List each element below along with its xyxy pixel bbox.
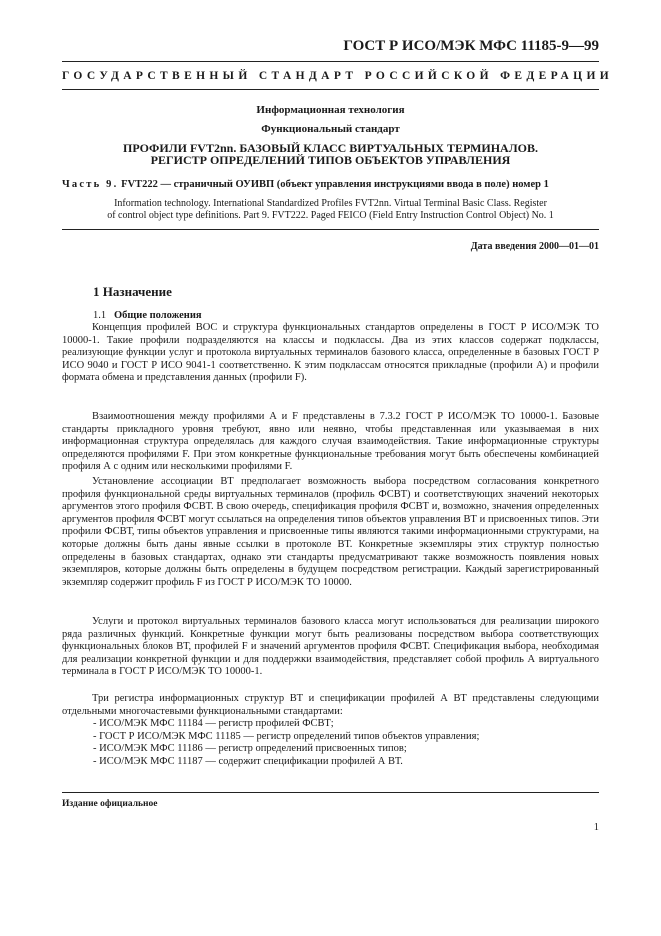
paragraph-5: Три регистра информационных структур ВТ и спецификации профилей А ВТ представлены следующими отдельными многочастевыми функциональными стандартами: bbox=[62, 693, 599, 717]
banner-rule bbox=[62, 89, 599, 90]
list-item: - ИСО/МЭК МФС 11186 — регистр определений присвоенных типов; bbox=[93, 743, 407, 755]
paragraph-4: Услуги и протокол виртуальных терминалов базового класса могут использоваться для реализации широкого ряда различных функций. Конкретные функции могут быть реализованы посредством выбора соответствующих функциональных блоков ВТ, профилей F и значений аргументов профиля ФСВТ. Спецификация выбора, необходимая для реализации конкретной функции и для поддержки взаимодействия, представляет собой профиль А виртуального терминала в ГОСТ Р ИСО/МЭК ТО 10000-1. bbox=[62, 616, 599, 678]
list-item: - ГОСТ Р ИСО/МЭК МФС 11185 — регистр определений типов объектов управления; bbox=[93, 730, 480, 742]
section-heading: 1 Назначение bbox=[93, 284, 172, 299]
subsection-heading bbox=[93, 310, 202, 321]
paragraph-3: Установление ассоциации ВТ предполагает возможность выбора посредством согласования конкретного профиля функциональной среды виртуальных терминалов (профиль ФСВТ) и соответствующих значений некоторых аргументов этого профиля ФСВТ. В свою очередь, спецификация профиля ФСВТ и, возможно, значения определенных аргументов профиля ФСВТ могут ссылаться на определения типов объектов управления ВТ и присвоенных типов. Эти профили ФСВТ, типы объектов управления и присвоенные типы являются такими информационными структурами, на которые должны быть даны явные ссылки в протоколе ВТ. Конкретные экземпляры этих структур полностью определены в базовых стандартах, однако эти стандарты предусматривают также возможность появления новых экземпляров, которые должны быть определены в будущем посредством регистрации. Каждый зарегистрированный экземпляр содержит профиль F из ГОСТ Р ИСО/МЭК ТО 10000. bbox=[62, 476, 599, 588]
standards-list bbox=[93, 718, 479, 768]
title-rule bbox=[62, 229, 599, 230]
part-text: FVT222 — страничный ОУИВП (объект управления инструкциями ввода в поле) номер 1 bbox=[121, 179, 549, 190]
header-rule bbox=[62, 61, 599, 62]
part-title bbox=[62, 179, 599, 190]
subsection-title: Общие положения bbox=[114, 310, 202, 321]
english-title-line1: Information technology. International Standardized Profiles FVT2nn. Virtual Terminal Basic Class. Register bbox=[114, 198, 547, 209]
subject-title: Информационная технология bbox=[256, 104, 405, 116]
edition-label: Издание официальное bbox=[62, 799, 158, 809]
footer-rule bbox=[62, 792, 599, 793]
list-item: - ИСО/МЭК МФС 11184 — регистр профилей ФСВТ; bbox=[93, 718, 334, 729]
english-title-line2: of control object type definitions. Part 9. FVT222. Paged FEICO (Field Entry Instruction Control Object) No. 1 bbox=[107, 210, 554, 221]
subsection-number: 1.1 bbox=[93, 310, 107, 321]
paragraph-1: Концепция профилей ВОС и структура функциональных стандартов определены в ГОСТ Р ИСО/МЭК ТО 10000-1. Такие профили подразделяются на классы и подклассы. Два из этих классов содержат подклассы, реализующие функции услуг и протокола виртуальных терминалов базового класса, определенные в базовых ГОСТ Р ИСО 9040 и ГОСТ Р ИСО 9041-1 соответственно. К этим подклассам относятся прикладные (профили А) и профили формата обмена и представления данных (профили F). bbox=[62, 322, 599, 384]
part-label: Часть 9. bbox=[62, 179, 119, 190]
paragraph-2: Взаимоотношения между профилями А и F представлены в 7.3.2 ГОСТ Р ИСО/МЭК ТО 10000-1. Базовые стандарты прикладного уровня требуют, явно или неявно, чтобы представленная или указываемая в них информационная структура определялась для каждого случая взаимодействия. Такие информационные структуры определяются профилями F. При этом конкретные функциональные требования могут быть обеспечены комбинацией профиля А с одним или несколькими профилями F. bbox=[62, 411, 599, 473]
main-title-line2: РЕГИСТР ОПРЕДЕЛЕНИЙ ТИПОВ ОБЪЕКТОВ УПРАВЛЕНИЯ bbox=[150, 153, 511, 167]
document-number: ГОСТ Р ИСО/МЭК МФС 11185-9—99 bbox=[343, 38, 599, 54]
list-item: - ИСО/МЭК МФС 11187 — содержит спецификации профилей А ВТ. bbox=[93, 755, 403, 767]
page-number: 1 bbox=[593, 822, 599, 833]
state-standard-banner: ГОСУДАРСТВЕННЫЙ СТАНДАРТ РОССИЙСКОЙ ФЕДЕРАЦИИ bbox=[62, 70, 614, 82]
effective-date: Дата введения 2000—01—01 bbox=[470, 241, 599, 252]
standard-kind: Функциональный стандарт bbox=[261, 123, 400, 135]
main-title-line1: ПРОФИЛИ FVT2nn. БАЗОВЫЙ КЛАСС ВИРТУАЛЬНЫХ ТЕРМИНАЛОВ. bbox=[122, 141, 539, 155]
